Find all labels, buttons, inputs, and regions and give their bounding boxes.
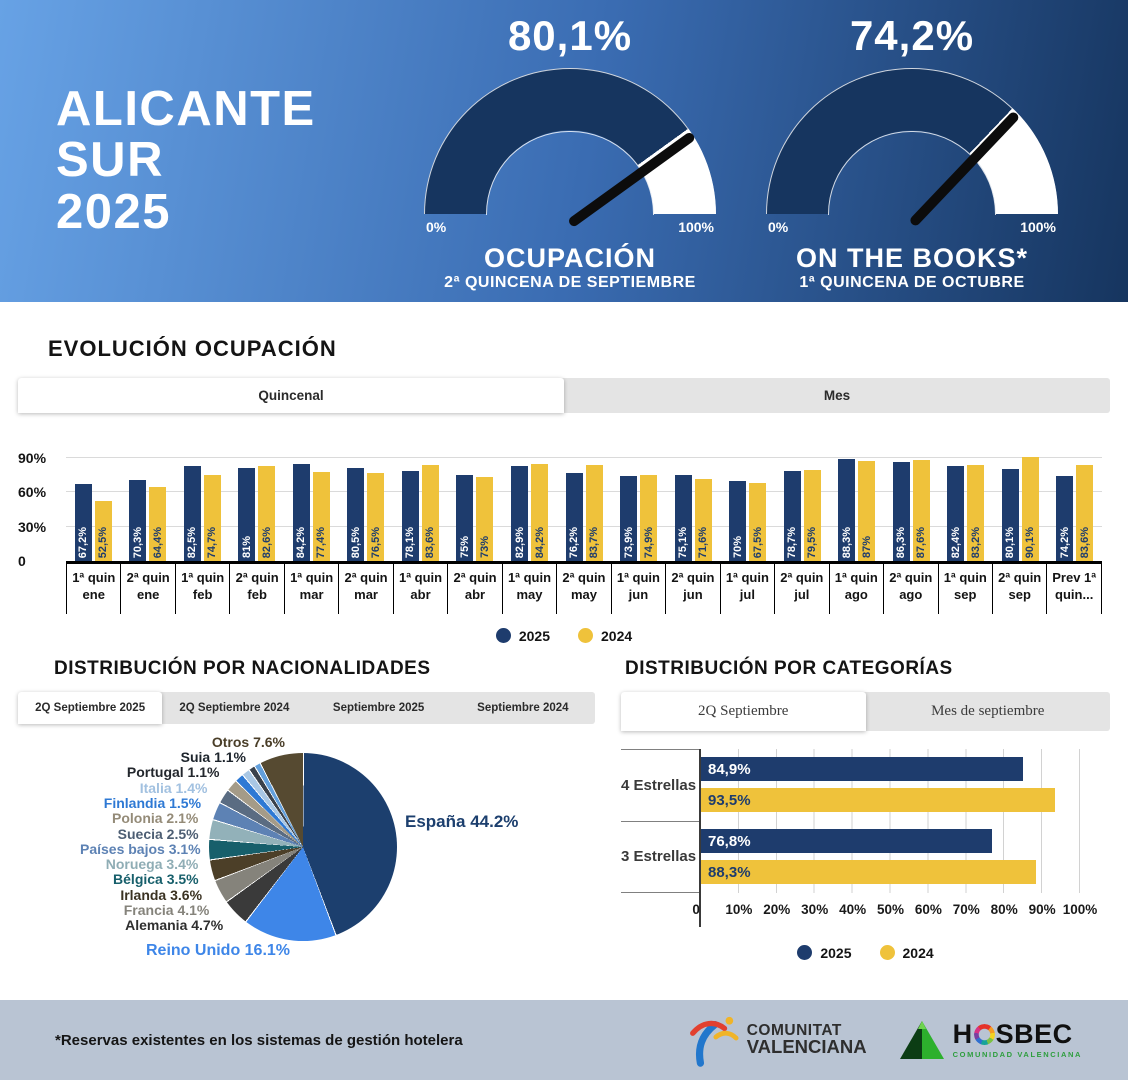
categories-plot bbox=[692, 749, 1098, 927]
legend-dot bbox=[880, 945, 895, 960]
x-tick bbox=[229, 564, 283, 614]
x-tick bbox=[175, 564, 229, 614]
legend-item-2025[interactable] bbox=[496, 628, 550, 644]
bar-2025 bbox=[838, 459, 855, 561]
category-label-4-estrellas: 4 Estrellas bbox=[621, 749, 699, 821]
bar-value-label: 78,1% bbox=[404, 526, 417, 558]
evolution-plot bbox=[18, 443, 1102, 569]
hbar-value-label: 93,5% bbox=[708, 791, 751, 809]
x-tick-line1: 1ª quin bbox=[616, 570, 660, 585]
bar-2025 bbox=[620, 476, 637, 561]
bar-group-2ª quin-ago bbox=[884, 443, 939, 561]
legend-item-2025[interactable] bbox=[797, 945, 851, 961]
bar-2024 bbox=[695, 479, 712, 561]
bar-value-label: 82,6% bbox=[260, 526, 273, 558]
bar-group-1ª quin-jul bbox=[720, 443, 775, 561]
x-tick-line2: feb bbox=[247, 586, 267, 602]
bar-2025 bbox=[402, 471, 419, 561]
x-tick-line1: 2ª quin bbox=[998, 570, 1042, 585]
bar-2024 bbox=[804, 470, 821, 561]
x-tick-line1: 1ª quin bbox=[725, 570, 769, 585]
bar-value-label: 87,6% bbox=[915, 526, 928, 558]
bar-2024 bbox=[586, 465, 603, 561]
legend-item-2024[interactable] bbox=[880, 945, 934, 961]
bar-value-label: 75% bbox=[458, 535, 471, 558]
legend-label: 2025 bbox=[518, 627, 550, 644]
y-tick-90%: 90% bbox=[18, 449, 47, 466]
hbar-2025 bbox=[701, 829, 992, 853]
pie-label-be-lgica: Bélgica 3.5% bbox=[113, 871, 199, 888]
x-tick-line2: ene bbox=[82, 586, 105, 602]
bar-2025 bbox=[129, 480, 146, 561]
bar-2024 bbox=[967, 465, 984, 561]
x-tick bbox=[829, 564, 883, 614]
bar-2025 bbox=[238, 468, 255, 561]
bar-value-label: 70% bbox=[731, 535, 744, 558]
categories-section bbox=[621, 648, 1110, 984]
bar-group-2ª quin-jul bbox=[775, 443, 830, 561]
gauge-arc-fill bbox=[766, 68, 1058, 214]
x-tick bbox=[1046, 564, 1101, 614]
evolution-tabs bbox=[18, 378, 1110, 413]
bar-group-1ª quin-ene bbox=[66, 443, 121, 561]
bar-value-label: 86,3% bbox=[895, 526, 908, 558]
bar-group-1ª quin-may bbox=[502, 443, 557, 561]
x-tick-0: 0 bbox=[692, 901, 700, 917]
x-tick-line1: 1ª quin bbox=[290, 570, 334, 585]
x-tick-line1: 2ª quin bbox=[562, 570, 606, 585]
bar-group-2ª quin-feb bbox=[230, 443, 285, 561]
bar-value-label: 76,2% bbox=[568, 526, 581, 558]
x-tick-line2: abr bbox=[410, 586, 431, 602]
bar-2025 bbox=[511, 466, 528, 561]
categories-tabs bbox=[621, 692, 1110, 731]
y-tick-0: 0 bbox=[18, 553, 26, 569]
x-tick-100%: 100% bbox=[1062, 901, 1098, 917]
pie-label-suecia: Suecia 2.5% bbox=[117, 825, 199, 842]
categories-x-axis bbox=[692, 893, 1098, 927]
bar-value-label: 83,2% bbox=[969, 526, 982, 558]
hbar-value-label: 76,8% bbox=[708, 832, 751, 850]
bar-2024 bbox=[95, 501, 112, 561]
pie-label-irlanda: Irlanda 3.6% bbox=[120, 886, 203, 903]
bar-2024 bbox=[1022, 457, 1039, 561]
page-title-line: ALICANTE bbox=[56, 82, 316, 136]
pie-label-italia: Italia 1.4% bbox=[139, 779, 208, 796]
bar-value-label: 77,4% bbox=[315, 526, 328, 558]
bar-value-label: 73% bbox=[478, 535, 491, 558]
x-tick bbox=[447, 564, 501, 614]
bar-group-2ª quin-jun bbox=[666, 443, 721, 561]
bar-2024 bbox=[913, 460, 930, 561]
x-tick-60%: 60% bbox=[914, 901, 942, 917]
x-tick-line2: abr bbox=[464, 586, 486, 602]
x-tick-line1: 1ª quin bbox=[507, 570, 552, 585]
bar-value-label: 87% bbox=[860, 535, 873, 558]
x-tick bbox=[284, 564, 338, 614]
bar-value-label: 52,5% bbox=[97, 526, 110, 558]
bar-group-2ª quin-sep bbox=[993, 443, 1048, 561]
x-tick bbox=[120, 564, 174, 614]
bar-group-2ª quin-mar bbox=[339, 443, 394, 561]
x-tick bbox=[938, 564, 992, 614]
sdg-ring-icon bbox=[974, 1024, 995, 1045]
category-label-3-estrellas: 3 Estrellas bbox=[621, 821, 699, 893]
bar-2024 bbox=[749, 483, 766, 561]
bar-2025 bbox=[456, 475, 473, 561]
bar-value-label: 64,4% bbox=[151, 526, 164, 558]
x-tick-line1: 1ª quin bbox=[181, 570, 225, 585]
bar-2025 bbox=[347, 468, 364, 561]
bar-group-Prev 1ª-quin... bbox=[1048, 443, 1103, 561]
x-tick-line1: Prev 1ª bbox=[1052, 570, 1097, 585]
pie-label-finlandia: Finlandia 1.5% bbox=[103, 794, 202, 811]
bar-2025 bbox=[784, 471, 801, 562]
gauge-min-label: 0% bbox=[426, 219, 447, 235]
page-title-line: 2025 bbox=[56, 184, 172, 239]
hosbec-triangle-icon bbox=[899, 1019, 945, 1061]
y-tick-60%: 60% bbox=[18, 484, 47, 500]
x-tick-70%: 70% bbox=[952, 901, 980, 917]
x-tick-line2: jul bbox=[794, 586, 810, 602]
gauge-arc bbox=[424, 68, 716, 214]
bar-value-label: 84,2% bbox=[533, 526, 546, 558]
x-tick bbox=[720, 564, 774, 614]
pie-label-francia: Francia 4.1% bbox=[123, 902, 210, 919]
bar-2024 bbox=[1076, 465, 1093, 561]
header-banner bbox=[0, 0, 1128, 302]
x-tick-line2: sep bbox=[1008, 586, 1031, 602]
bar-2025 bbox=[75, 484, 92, 561]
nationalities-pie bbox=[209, 753, 397, 941]
categories-chart bbox=[621, 749, 1098, 927]
tab-septiembre-2024[interactable]: Septiembre 2024 bbox=[477, 701, 569, 714]
gauge-max-label: 100% bbox=[678, 219, 714, 235]
bar-group-1ª quin-mar bbox=[284, 443, 339, 561]
x-tick bbox=[338, 564, 392, 614]
x-tick-line2: ago bbox=[899, 586, 923, 602]
bar-group-2ª quin-ene bbox=[121, 443, 176, 561]
x-tick bbox=[502, 564, 556, 614]
bar-value-label: 74,7% bbox=[206, 526, 219, 558]
pie-label-espan-a: España 44.2% bbox=[405, 811, 519, 831]
tab-quincenal[interactable]: Quincenal bbox=[18, 378, 564, 413]
x-tick-line2: may bbox=[570, 586, 597, 602]
bar-value-label: 83,6% bbox=[1078, 526, 1091, 558]
bar-value-label: 88,3% bbox=[840, 526, 853, 558]
footer bbox=[0, 1000, 1128, 1080]
x-tick-line2: sep bbox=[954, 586, 977, 602]
evolution-title: EVOLUCIÓN OCUPACIÓN bbox=[48, 336, 337, 361]
x-tick-line1: 1ª quin bbox=[399, 570, 443, 585]
page-title bbox=[56, 84, 316, 238]
y-tick-30%: 30% bbox=[18, 518, 47, 535]
bar-value-label: 82,5% bbox=[186, 526, 199, 558]
hosbec-name-end: SBEC bbox=[995, 1019, 1073, 1049]
x-tick-line2: ene bbox=[137, 586, 160, 602]
footer-note: *Reservas existentes en los sistemas de gestión hotelera bbox=[55, 1031, 463, 1049]
bar-2024 bbox=[858, 461, 875, 561]
gauge-max-label: 100% bbox=[1020, 219, 1056, 235]
category-row-1 bbox=[701, 749, 1080, 821]
x-tick-line1: 2ª quin bbox=[671, 570, 715, 585]
hbar-value-label: 88,3% bbox=[708, 863, 751, 881]
legend-dot bbox=[797, 945, 812, 960]
x-tick-40%: 40% bbox=[839, 901, 867, 917]
legend-dot bbox=[496, 628, 511, 643]
x-tick-line1: 2ª quin bbox=[235, 570, 279, 585]
bar-value-label: 74,2% bbox=[1058, 526, 1071, 558]
bar-group-1ª quin-jun bbox=[611, 443, 666, 561]
bar-value-label: 80,1% bbox=[1004, 526, 1017, 558]
pie-label-otros: Otros 7.6% bbox=[211, 733, 285, 750]
x-tick-line2: jul bbox=[739, 586, 755, 602]
bar-2024 bbox=[149, 487, 166, 561]
gauge-value: 80,1% bbox=[507, 12, 633, 59]
bar-2025 bbox=[1002, 469, 1019, 561]
x-tick bbox=[611, 564, 665, 614]
bar-2024 bbox=[313, 472, 330, 561]
gauge-min-label: 0% bbox=[768, 219, 789, 235]
pie-label-alemania: Alemania 4.7% bbox=[125, 917, 224, 934]
bar-2025 bbox=[184, 466, 201, 561]
pie-label-polonia: Polonia 2.1% bbox=[111, 810, 199, 827]
bar-value-label: 70,3% bbox=[131, 526, 144, 558]
x-tick-line2: jun bbox=[683, 586, 703, 602]
gauge-title: OCUPACIÓN bbox=[483, 243, 656, 273]
tab-2q-septiembre[interactable]: 2Q Septiembre bbox=[621, 692, 866, 731]
x-tick bbox=[393, 564, 447, 614]
evolution-x-axis bbox=[66, 561, 1102, 614]
bar-value-label: 83,7% bbox=[588, 526, 601, 558]
nationalities-title: DISTRIBUCIÓN POR NACIONALIDADES bbox=[54, 657, 431, 679]
bar-2025 bbox=[1056, 476, 1073, 561]
bar-2025 bbox=[675, 475, 692, 561]
pie-label-suia: Suia 1.1% bbox=[180, 749, 246, 766]
nationalities-pie-wrap bbox=[18, 726, 595, 984]
page-title-line: SUR bbox=[56, 133, 164, 188]
x-tick-line2: mar bbox=[354, 586, 378, 602]
bar-2025 bbox=[893, 462, 910, 561]
tab-2q-septiembre-2025[interactable]: 2Q Septiembre 2025 bbox=[18, 692, 162, 724]
bar-value-label: 82,9% bbox=[513, 526, 526, 558]
bar-2024 bbox=[258, 466, 275, 561]
x-tick-line2: may bbox=[516, 586, 543, 602]
legend-label: 2024 bbox=[902, 944, 934, 961]
cv-logo-line2: VALENCIANA bbox=[746, 1036, 867, 1058]
gauge-title: ON THE BOOKS* bbox=[795, 243, 1029, 273]
bar-value-label: 84,2% bbox=[295, 526, 308, 558]
gauge-subtitle: 1ª QUINCENA DE OCTUBRE bbox=[799, 274, 1025, 291]
x-tick bbox=[556, 564, 610, 614]
bar-2024 bbox=[422, 465, 439, 561]
bar-group-1ª quin-sep bbox=[939, 443, 994, 561]
hosbec-name-start: H bbox=[952, 1019, 973, 1049]
bar-2024 bbox=[531, 464, 548, 561]
bar-value-label: 75,1% bbox=[677, 526, 690, 558]
categories-axis-labels bbox=[621, 749, 699, 927]
evolution-bars bbox=[66, 443, 1102, 561]
bar-group-1ª quin-feb bbox=[175, 443, 230, 561]
x-tick-50%: 50% bbox=[876, 901, 905, 917]
hbar-value-label: 84,9% bbox=[708, 760, 751, 778]
tab-2q-septiembre-2024[interactable]: 2Q Septiembre 2024 bbox=[179, 701, 290, 714]
x-tick bbox=[66, 564, 120, 614]
bar-2024 bbox=[476, 477, 493, 561]
hbar-2024 bbox=[701, 788, 1055, 812]
gauge-arc-fill bbox=[424, 68, 716, 214]
category-row-2 bbox=[701, 821, 1080, 893]
x-tick-line2: jun bbox=[628, 586, 649, 602]
bar-value-label: 78,7% bbox=[786, 526, 799, 558]
legend-dot bbox=[578, 628, 593, 643]
cv-logo-line1: COMUNITAT bbox=[746, 1021, 842, 1039]
legend-label: 2024 bbox=[601, 627, 633, 644]
hbar-2025 bbox=[701, 757, 1023, 781]
pie-label-reino-unido: Reino Unido 16.1% bbox=[146, 941, 291, 959]
evolution-legend bbox=[18, 628, 1110, 644]
x-tick-line2: feb bbox=[192, 586, 213, 602]
x-tick-line1: 1ª quin bbox=[72, 570, 116, 585]
x-tick-30%: 30% bbox=[801, 901, 829, 917]
x-tick-90%: 90% bbox=[1028, 901, 1056, 917]
nationalities-section bbox=[18, 648, 595, 984]
x-tick-line1: 2ª quin bbox=[126, 570, 170, 585]
bar-2025 bbox=[729, 481, 746, 562]
bar-value-label: 80,5% bbox=[349, 526, 362, 558]
x-tick-line2: quin... bbox=[1055, 586, 1094, 602]
bar-2024 bbox=[640, 475, 657, 561]
bar-value-label: 82,4% bbox=[949, 526, 962, 558]
x-tick bbox=[883, 564, 937, 614]
bar-value-label: 83,6% bbox=[424, 526, 437, 558]
tab-septiembre-2025[interactable]: Septiembre 2025 bbox=[332, 701, 425, 714]
legend-item-2024[interactable] bbox=[578, 628, 632, 644]
bar-value-label: 73,9% bbox=[622, 526, 635, 558]
x-tick-80%: 80% bbox=[990, 901, 1018, 917]
x-tick-line2: mar bbox=[299, 586, 324, 602]
x-tick-line1: 2ª quin bbox=[453, 570, 497, 585]
gauge-arc bbox=[766, 68, 1058, 214]
x-tick-20%: 20% bbox=[763, 901, 791, 917]
bar-2025 bbox=[293, 464, 310, 561]
hosbec-logo bbox=[899, 1019, 1082, 1061]
x-tick-line1: 2ª quin bbox=[889, 570, 933, 585]
gauge-ocupacion bbox=[424, 12, 716, 292]
gauge-value: 74,2% bbox=[849, 12, 975, 59]
evolution-section bbox=[0, 302, 1128, 644]
categories-title: DISTRIBUCIÓN POR CATEGORÍAS bbox=[625, 657, 953, 679]
bar-value-label: 67,2% bbox=[77, 526, 90, 558]
x-tick bbox=[992, 564, 1046, 614]
x-tick-line1: 2ª quin bbox=[344, 570, 388, 585]
bar-value-label: 67,5% bbox=[751, 526, 764, 558]
bar-group-2ª quin-abr bbox=[448, 443, 503, 561]
x-tick bbox=[665, 564, 719, 614]
palm-icon bbox=[685, 1013, 739, 1067]
pie-label-pai-ses-bajos: Países bajos 3.1% bbox=[79, 840, 201, 857]
legend-label: 2025 bbox=[820, 944, 852, 961]
bar-group-1ª quin-abr bbox=[393, 443, 448, 561]
bar-value-label: 90,1% bbox=[1024, 526, 1037, 558]
bar-group-2ª quin-may bbox=[557, 443, 612, 561]
bar-2025 bbox=[566, 473, 583, 561]
x-tick-10%: 10% bbox=[725, 901, 753, 917]
bar-group-1ª quin-ago bbox=[829, 443, 884, 561]
x-tick bbox=[774, 564, 828, 614]
categories-legend bbox=[621, 945, 1110, 961]
x-tick-line1: 2ª quin bbox=[780, 570, 824, 585]
x-tick-line2: ago bbox=[844, 586, 868, 602]
comunitat-valenciana-logo bbox=[685, 1013, 867, 1067]
gauge-on-the-books bbox=[766, 12, 1058, 292]
nationalities-tabs bbox=[18, 692, 595, 724]
evolution-chart bbox=[18, 443, 1102, 614]
tab-mes[interactable]: Mes bbox=[823, 388, 851, 403]
x-tick-line1: 1ª quin bbox=[834, 570, 878, 585]
bar-2025 bbox=[947, 466, 964, 561]
bar-value-label: 81% bbox=[240, 535, 253, 558]
hbar-2024 bbox=[701, 860, 1036, 884]
pie-label-noruega: Noruega 3.4% bbox=[105, 856, 199, 873]
bar-value-label: 76,5% bbox=[369, 526, 382, 558]
tab-mes-de-septiembre[interactable]: Mes de septiembre bbox=[931, 702, 1045, 719]
bar-value-label: 71,6% bbox=[697, 526, 710, 558]
gauge-subtitle: 2ª QUINCENA DE SEPTIEMBRE bbox=[444, 274, 696, 291]
pie-label-portugal: Portugal 1.1% bbox=[126, 764, 220, 781]
x-tick-line1: 1ª quin bbox=[943, 570, 987, 585]
bar-value-label: 74,9% bbox=[642, 526, 655, 558]
bar-2024 bbox=[367, 473, 384, 561]
bar-2024 bbox=[204, 475, 221, 561]
bar-value-label: 79,5% bbox=[806, 526, 819, 558]
hosbec-subtitle: COMUNIDAD VALENCIANA bbox=[952, 1050, 1082, 1059]
